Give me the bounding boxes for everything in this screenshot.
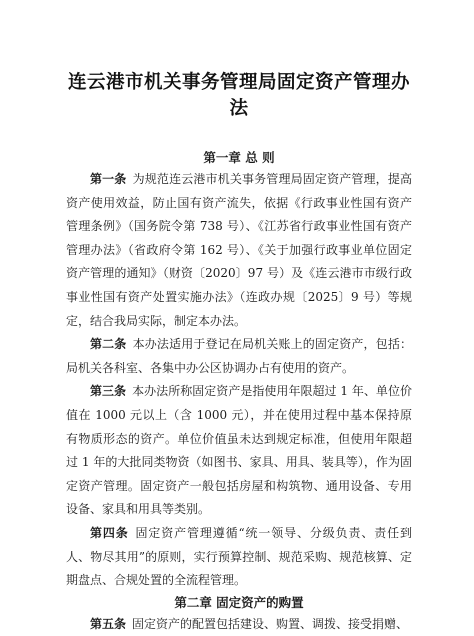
- article-1: [66, 168, 412, 333]
- chapter-heading-2: 第二章 固定资产的购置: [174, 594, 304, 610]
- article-text: 固定资产的配置包括建设、购置、调拨、接受捐赠、: [132, 616, 409, 631]
- article-label: 第二条: [90, 337, 127, 352]
- article-label: 第一条: [90, 172, 127, 186]
- article-4: [66, 522, 412, 593]
- article-2: [66, 333, 412, 380]
- article-text: 为规范连云港市机关事务管理局固定资产管理，提高资产使用效益，防止国有资产流失，依据《行政事业性国有资产管理条例》（国务院令第 738 号）、《江苏省行政事业性国有资产管理办法》（省政府令第 162 号）、《关于加强行政事业单位固定资产管理的通知》（财资〔2020〕97 号）及《连云港市市级行政事业性国有资产处置实施办法》（连政办规〔2025〕9 号）等规定，结合我局实际，制定本办法。: [66, 172, 412, 328]
- article-label: 第五条: [90, 616, 127, 631]
- article-label: 第四条: [90, 525, 129, 540]
- article-label: 第三条: [90, 384, 127, 399]
- article-5: [66, 613, 412, 636]
- article-text: 固定资产管理遵循“统一领导、分级负责、责任到人、物尽其用”的原则，实行预算控制、规范采购、规范核算、定期盘点、合规处置的全流程管理。: [66, 525, 412, 588]
- chapter-heading-1: 第一章 总 则: [203, 150, 275, 165]
- article-text: 本办法适用于登记在局机关账上的固定资产，包括：局机关各科室、各集中办公区协调办占有使用的资产。: [66, 337, 412, 375]
- article-text: 本办法所称固定资产是指使用年限超过 1 年、单位价值在 1000 元以上（含 1000 元），并在使用过程中基本保持原有物质形态的资产。单位价值虽未达到规定标准，但使用年限超过 1 年的大批同类物资（如图书、家具、用具、装具等），作为固定资产管理。固定资产一般包括房屋和构筑物、通用设备、专用设备、家具和用具等类别。: [66, 384, 412, 517]
- document-title: 连云港市机关事务管理局固定资产管理办法: [67, 72, 410, 119]
- article-3: [66, 380, 412, 522]
